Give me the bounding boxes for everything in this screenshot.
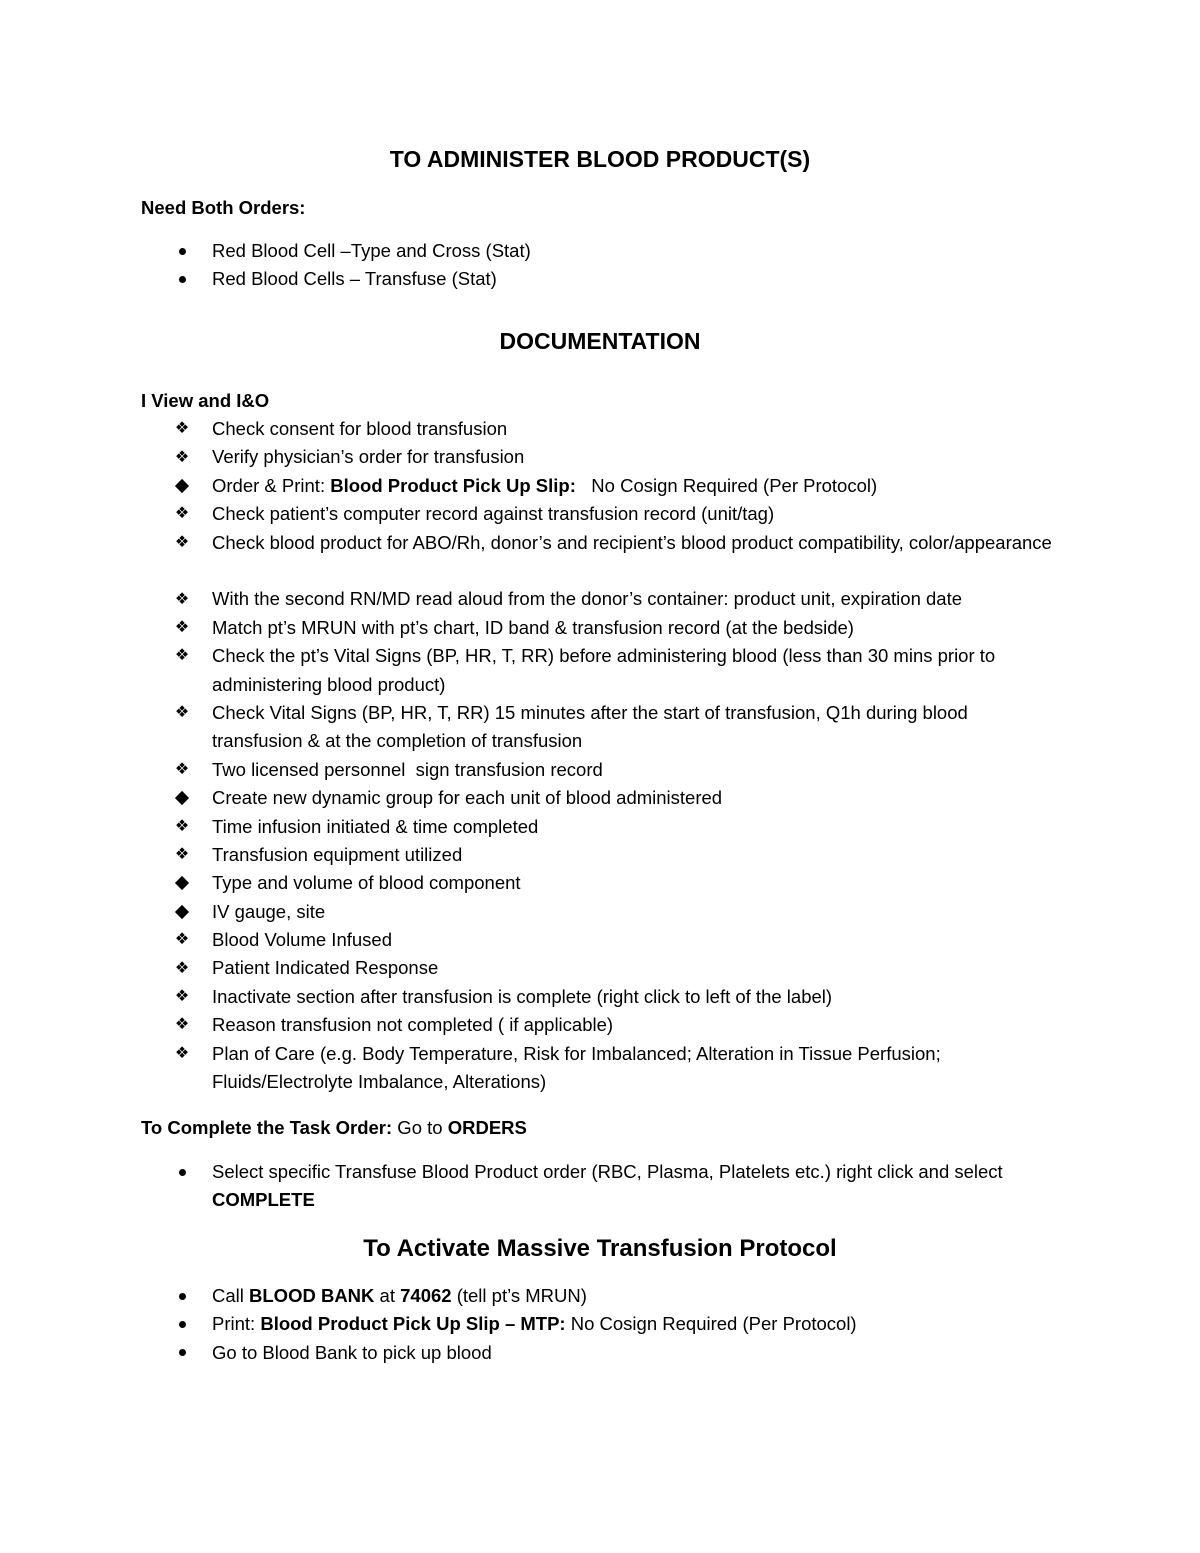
list-item: ❖ Match pt’s MRUN with pt’s chart, ID band & transfusion record (at the bedside) xyxy=(0,614,1200,642)
four-diamond-icon: ❖ xyxy=(174,1044,190,1062)
four-diamond-icon: ❖ xyxy=(174,704,190,722)
diamond-icon xyxy=(170,869,194,897)
list-item: ❖ Check the pt’s Vital Signs (BP, HR, T, RR) before administering blood (less than 30 mins prior to administering blood product) xyxy=(0,642,1052,699)
list-item: ❖ Transfusion equipment utilized xyxy=(0,841,1200,869)
title-documentation: DOCUMENTATION xyxy=(499,328,701,354)
title-massive-transfusion: To Activate Massive Transfusion Protocol xyxy=(363,1235,837,1262)
list-item: ❖ Two licensed personnel sign transfusion record xyxy=(0,756,1200,784)
list-item: ❖ Patient Indicated Response xyxy=(0,954,1200,982)
list-item: ❖ Check consent for blood transfusion xyxy=(0,415,1200,443)
four-diamond-icon: ❖ xyxy=(174,846,190,864)
list-item: Call BLOOD BANK at 74062 (tell pt’s MRUN) xyxy=(0,1282,1200,1310)
list-item: ❖ Check Vital Signs (BP, HR, T, RR) 15 minutes after the start of transfusion, Q1h during blood transfusion & at the completion of transfusion xyxy=(0,699,1052,756)
list-item: ❖ Check patient’s computer record against transfusion record (unit/tag) xyxy=(0,500,1200,528)
four-diamond-icon: ❖ xyxy=(174,760,190,778)
four-diamond-icon: ❖ xyxy=(174,448,190,466)
iview-label: I View and I&O xyxy=(141,390,270,411)
four-diamond-icon: ❖ xyxy=(174,505,190,523)
list-item: ❖ Verify physician’s order for transfusion xyxy=(0,443,1200,471)
four-diamond-icon: ❖ xyxy=(174,988,190,1006)
list-item: Go to Blood Bank to pick up blood xyxy=(0,1339,1200,1367)
list-item: Type and volume of blood component xyxy=(0,869,1200,897)
bullet-icon xyxy=(170,265,194,293)
list-item: Red Blood Cells – Transfuse (Stat) xyxy=(0,265,1200,293)
diamond-icon xyxy=(170,472,194,500)
four-diamond-icon: ❖ xyxy=(174,618,190,636)
list-item: Create new dynamic group for each unit of blood administered xyxy=(0,784,1200,812)
four-diamond-icon: ❖ xyxy=(174,420,190,438)
bullet-icon xyxy=(170,1310,194,1338)
list-item: ❖ Time infusion initiated & time completed xyxy=(0,813,1200,841)
four-diamond-icon: ❖ xyxy=(174,533,190,551)
task-order-label: To Complete the Task Order: Go to ORDERS xyxy=(141,1117,527,1138)
orders-list xyxy=(0,237,1200,294)
documentation-list xyxy=(0,415,1200,1096)
task-list xyxy=(0,1158,1200,1215)
list-item: Order & Print: Blood Product Pick Up Slip: No Cosign Required (Per Protocol) xyxy=(0,472,1200,500)
four-diamond-icon: ❖ xyxy=(174,1016,190,1034)
four-diamond-icon: ❖ xyxy=(174,817,190,835)
list-item: ❖ Blood Volume Infused xyxy=(0,926,1200,954)
bullet-icon xyxy=(170,1339,194,1367)
list-item: ❖ Inactivate section after transfusion is complete (right click to left of the label) xyxy=(0,983,1200,1011)
four-diamond-icon: ❖ xyxy=(174,590,190,608)
list-item: Print: Blood Product Pick Up Slip – MTP: No Cosign Required (Per Protocol) xyxy=(0,1310,1200,1338)
four-diamond-icon: ❖ xyxy=(174,959,190,977)
list-item: Red Blood Cell –Type and Cross (Stat) xyxy=(0,237,1200,265)
list-item: ❖ With the second RN/MD read aloud from the donor’s container: product unit, expiration date xyxy=(0,585,1200,613)
list-item: ❖ Reason transfusion not completed ( if applicable) xyxy=(0,1011,1200,1039)
list-item: ❖ Plan of Care (e.g. Body Temperature, Risk for Imbalanced; Alteration in Tissue Perfusion; Fluids/Electrolyte Imbalance, Alterations) xyxy=(0,1040,1052,1097)
four-diamond-icon: ❖ xyxy=(174,647,190,665)
diamond-icon xyxy=(170,898,194,926)
diamond-icon xyxy=(170,784,194,812)
title-administer-blood: TO ADMINISTER BLOOD PRODUCT(S) xyxy=(389,146,811,172)
list-item: IV gauge, site xyxy=(0,898,1200,926)
list-item: ❖ Check blood product for ABO/Rh, donor’s and recipient’s blood product compatibility, color/appearance xyxy=(0,529,1052,586)
bullet-icon xyxy=(170,1282,194,1310)
mtp-list xyxy=(0,1282,1200,1367)
bullet-icon xyxy=(170,237,194,265)
four-diamond-icon: ❖ xyxy=(174,931,190,949)
list-item: Select specific Transfuse Blood Product order (RBC, Plasma, Platelets etc.) right click and select COMPLETE xyxy=(0,1158,1072,1215)
need-orders-label: Need Both Orders: xyxy=(141,197,306,218)
bullet-icon xyxy=(170,1158,194,1186)
